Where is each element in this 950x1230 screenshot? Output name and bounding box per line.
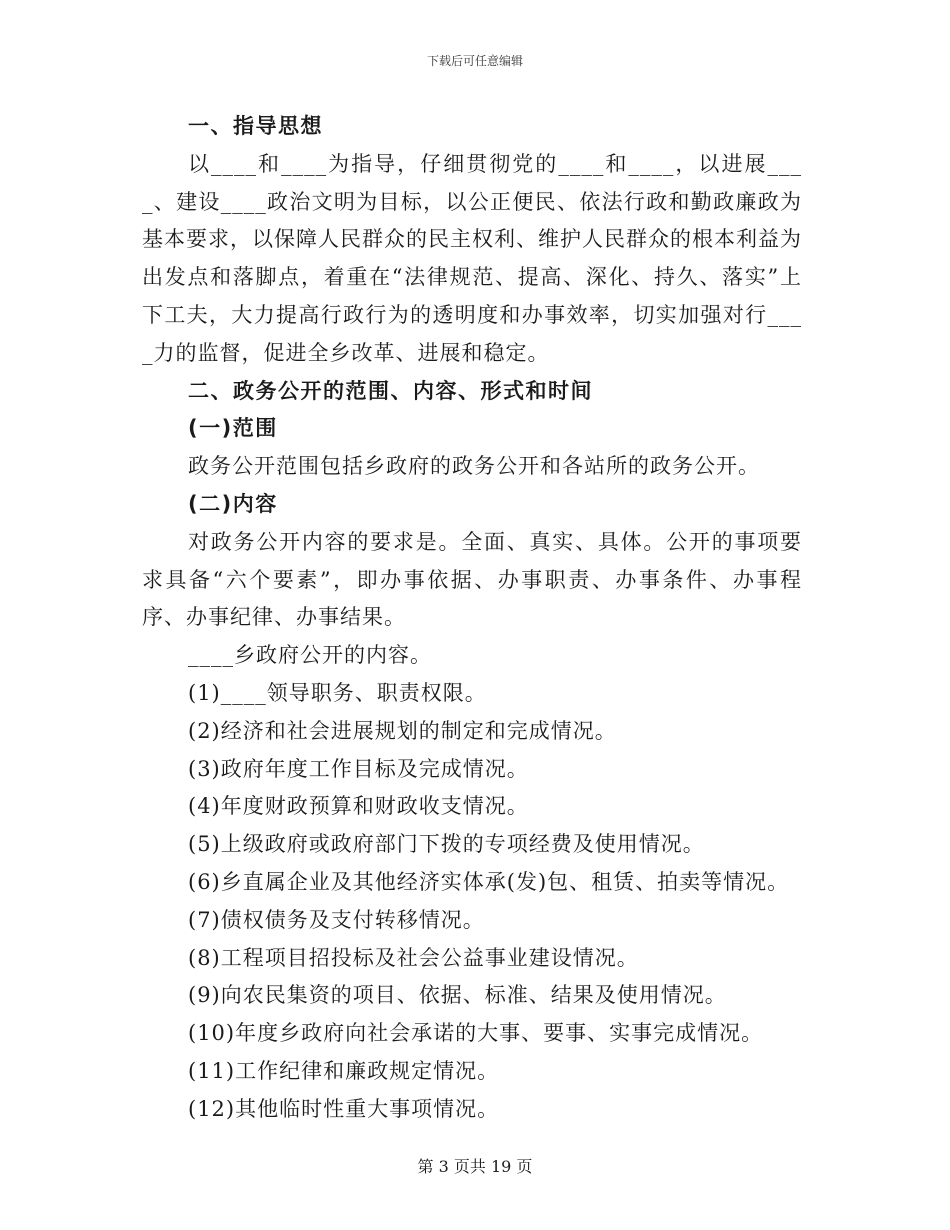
subheading-scope: (一)范围 <box>188 416 278 441</box>
list-item: (12)其他临时性重大事项情况。 <box>188 1096 500 1121</box>
paragraph-scope: 政务公开范围包括乡政府的政务公开和各站所的政务公开。 <box>188 454 760 479</box>
list-item: (10)年度乡政府向社会承诺的大事、要事、实事完成情况。 <box>188 1021 764 1046</box>
section-heading-guiding-ideology: 一、指导思想 <box>188 114 323 138</box>
list-item: (9)向农民集资的项目、依据、标准、结果及使用情况。 <box>188 983 727 1008</box>
subheading-content: (二)内容 <box>188 491 278 516</box>
list-item: (8)工程项目招投标及社会公益事业建设情况。 <box>188 945 639 970</box>
list-item: (5)上级政府或政府部门下拨的专项经费及使用情况。 <box>188 832 705 857</box>
paragraph-township-content: ____乡政府公开的内容。 <box>188 643 432 668</box>
page-number: 第 3 页共 19 页 <box>417 1157 533 1176</box>
document-body <box>142 108 802 1129</box>
list-item: (4)年度财政预算和财政收支情况。 <box>188 794 529 819</box>
list-item: (1)____领导职务、职责权限。 <box>188 680 487 705</box>
list-item: (2)经济和社会进展规划的制定和完成情况。 <box>188 718 617 743</box>
section-heading-scope-content: 二、政务公开的范围、内容、形式和时间 <box>188 378 593 403</box>
list-item: (7)债权债务及支付转移情况。 <box>188 907 485 932</box>
list-item: (6)乡直属企业及其他经济实体承(发)包、租赁、拍卖等情况。 <box>188 869 790 894</box>
paragraph-guiding-ideology: 以____和____为指导，仔细贯彻党的____和____，以进展____、建设____政治文明为目标，以公正便民、依法行政和勤政廉政为基本要求，以保障人民群众的民主权利、维护人民群众的根本利益为出发点和落脚点，着重在“法律规范、提高、深化、持久、落实”上下工夫，大力提高行政行为的透明度和办事效率，切实加强对行____力的监督，促进全乡改革、进展和稳定。 <box>142 151 802 365</box>
paragraph-content-requirements: 对政务公开内容的要求是。全面、真实、具体。公开的事项要求具备“六个要素”，即办事依据、办事职责、办事条件、办事程序、办事纪律、办事结果。 <box>142 529 802 630</box>
list-item: (3)政府年度工作目标及完成情况。 <box>188 756 529 781</box>
page-header: 下载后可任意编辑 <box>426 54 523 68</box>
list-item: (11)工作纪律和廉政规定情况。 <box>188 1058 500 1083</box>
